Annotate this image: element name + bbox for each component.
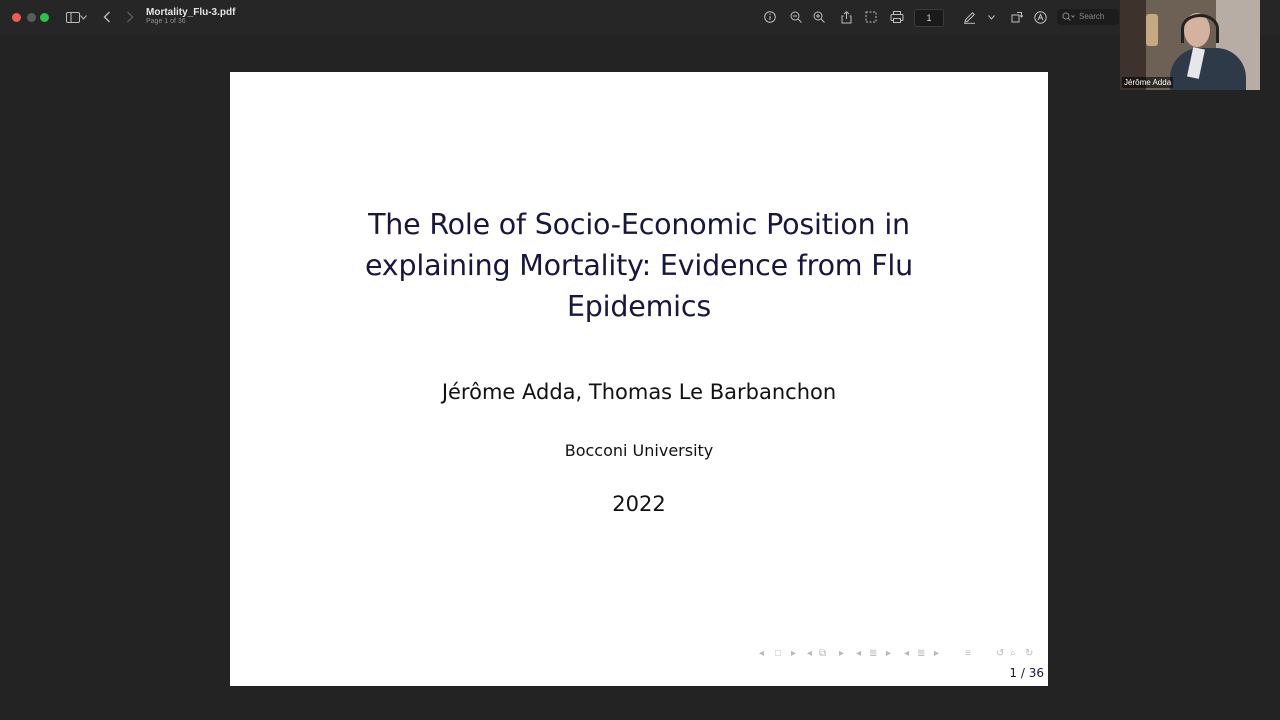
minimize-window-button[interactable] <box>27 13 36 22</box>
participant-video <box>1120 0 1260 90</box>
participant-name-label: Jérôme Adda <box>1124 78 1172 87</box>
share-icon[interactable] <box>837 8 855 26</box>
document-page-info: Page 1 of 36 <box>146 18 186 25</box>
document-title: Mortality_Flu-3.pdf <box>146 7 236 18</box>
back-icon[interactable] <box>98 8 116 26</box>
info-icon[interactable] <box>761 8 779 26</box>
toolbar <box>0 0 1280 34</box>
nav-subsection-icon[interactable]: ⧉ <box>819 648 827 659</box>
slide-title-line: Epidemics <box>566 290 712 323</box>
nav-right-arrow-icon[interactable]: ▸ <box>886 648 892 659</box>
search-placeholder: Search <box>1079 12 1105 21</box>
pen-icon[interactable] <box>960 8 978 26</box>
print-icon[interactable] <box>888 8 906 26</box>
markup-icon[interactable] <box>1031 8 1049 26</box>
slide-page <box>230 72 1048 686</box>
slide-year: 2022 <box>612 492 666 516</box>
slide-authors: Jérôme Adda, Thomas Le Barbanchon <box>441 380 837 404</box>
nav-search-icon[interactable]: ⌕ <box>1010 648 1016 659</box>
nav-back-icon[interactable]: ↺ <box>996 648 1005 659</box>
nav-forward-icon[interactable]: ↻ <box>1025 648 1034 659</box>
maximize-window-button[interactable] <box>40 13 49 22</box>
nav-right-arrow-icon[interactable]: ▸ <box>839 648 845 659</box>
forward-icon[interactable] <box>121 8 139 26</box>
nav-frame-icon[interactable]: □ <box>775 648 782 659</box>
headset <box>1181 14 1219 43</box>
nav-document-icon[interactable]: ≡ <box>965 648 971 659</box>
slide-title <box>230 204 1048 327</box>
slide-institution: Bocconi University <box>564 441 714 460</box>
nav-left-arrow-icon[interactable]: ◂ <box>904 648 910 659</box>
beamer-navigation <box>759 647 1043 661</box>
nav-section-icon[interactable]: ≣ <box>869 648 878 659</box>
crop-icon[interactable] <box>862 8 880 26</box>
nav-section-icon[interactable]: ≣ <box>917 648 926 659</box>
rotate-icon[interactable] <box>1008 8 1026 26</box>
nav-left-arrow-icon[interactable]: ◂ <box>759 648 765 659</box>
nav-right-arrow-icon[interactable]: ▸ <box>791 648 797 659</box>
page-number-field[interactable]: 1 <box>914 9 944 27</box>
slide-page-number: 1 / 36 <box>1009 666 1044 680</box>
close-window-button[interactable] <box>12 13 21 22</box>
slide-title-line: The Role of Socio-Economic Position in <box>368 208 910 241</box>
lamp <box>1146 14 1158 46</box>
chevron-down-icon[interactable] <box>986 8 996 26</box>
chevron-down-icon[interactable] <box>78 8 88 26</box>
nav-left-arrow-icon[interactable]: ◂ <box>856 648 862 659</box>
search-field[interactable] <box>1057 9 1119 25</box>
zoom-out-icon[interactable] <box>787 8 805 26</box>
search-icon <box>1062 12 1075 25</box>
slide-title-line: explaining Mortality: Evidence from Flu <box>364 249 914 282</box>
nav-left-arrow-icon[interactable]: ◂ <box>807 648 813 659</box>
nav-right-arrow-icon[interactable]: ▸ <box>934 648 940 659</box>
zoom-in-icon[interactable] <box>810 8 828 26</box>
